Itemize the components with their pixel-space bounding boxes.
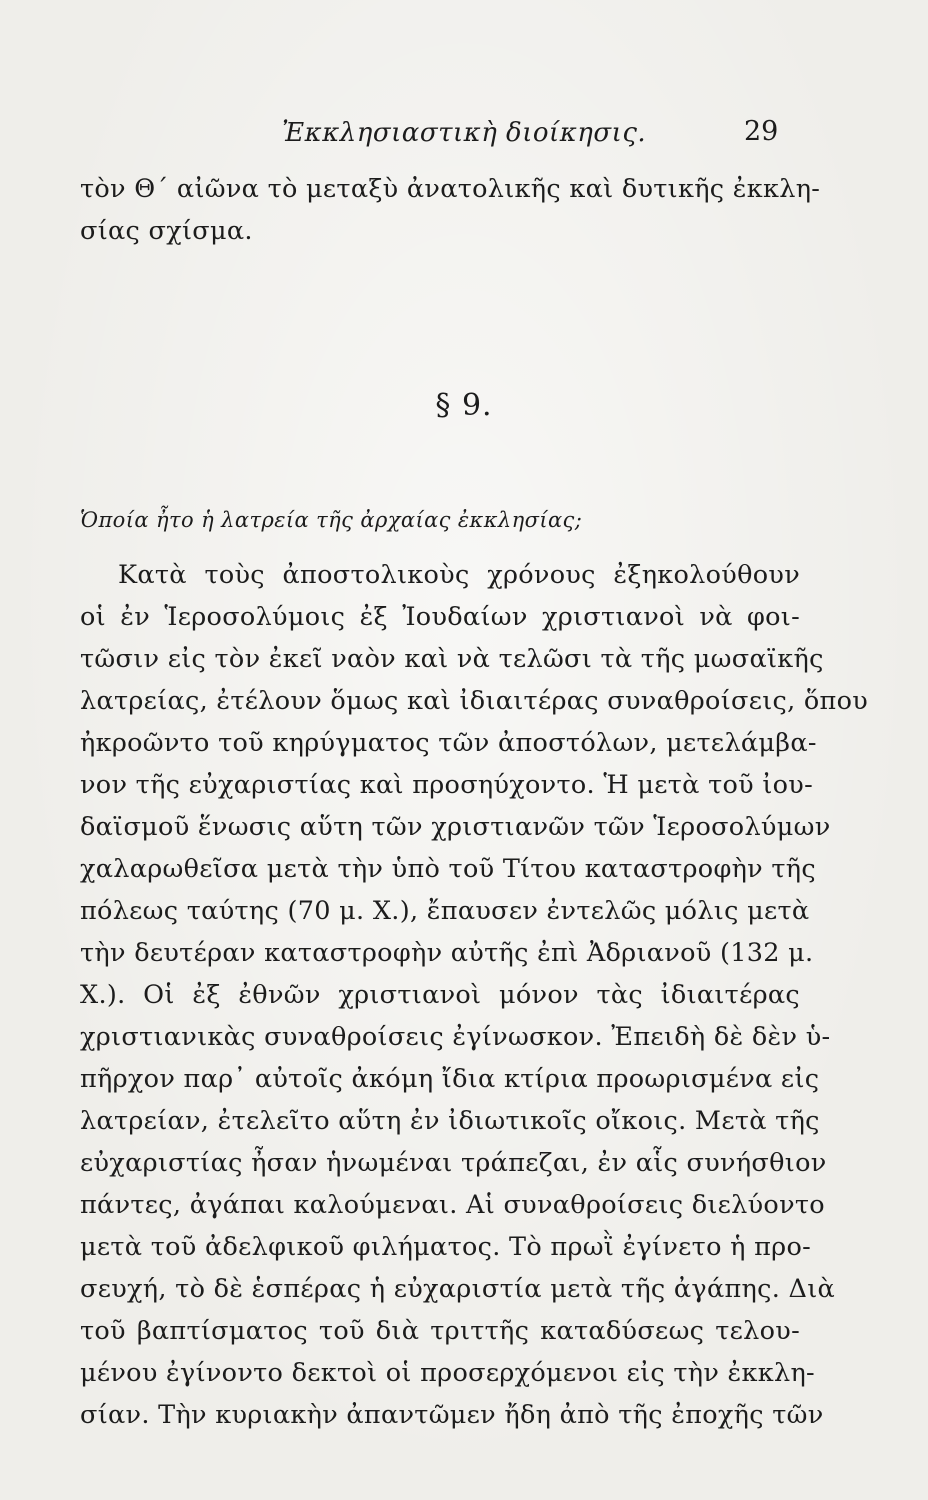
text-line: Χ.). Οἱ ἐξ ἐθνῶν χριστιανοὶ μόνον τὰς ἰδιαιτέρας [80, 980, 800, 1010]
text-line: τοῦ βαπτίσματος τοῦ διὰ τριττῆς καταδύσεως τελου- [80, 1316, 800, 1346]
text-line: νον τῆς εὐχαριστίας καὶ προσηύχοντο. Ἡ μετὰ τοῦ ἰου- [80, 770, 814, 800]
text-line: χριστιανικὰς συναθροίσεις ἐγίνωσκον. Ἐπειδὴ δὲ δὲν ὑ- [80, 1022, 831, 1052]
text-line: σευχή, τὸ δὲ ἑσπέρας ἡ εὐχαριστία μετὰ τῆς ἀγάπης. Διὰ [80, 1274, 836, 1304]
main-paragraph [80, 554, 869, 1436]
text-line: τὴν δευτέραν καταστροφὴν αὐτῆς ἐπὶ Ἀδριανοῦ (132 μ. [80, 938, 814, 968]
text-line: πάντες, ἀγάπαι καλούμεναι. Αἱ συναθροίσεις διελύοντο [80, 1190, 825, 1220]
text-line: τῶσιν εἰς τὸν ἐκεῖ ναὸν καὶ νὰ τελῶσι τὰ τῆς μωσαϊκῆς [80, 644, 824, 674]
text-line: Κατὰ τοὺς ἀποστολικοὺς χρόνους ἐξηκολούθουν [118, 560, 800, 590]
intro-paragraph [80, 168, 821, 252]
page-number: 29 [744, 116, 779, 147]
text-line: τὸν Θ΄ αἰῶνα τὸ μεταξὺ ἀνατολικῆς καὶ δυτικῆς ἐκκλη- [80, 174, 821, 204]
section-question: Ὁποία ἦτο ἡ λατρεία τῆς ἀρχαίας ἐκκλησίας; [80, 508, 583, 532]
text-line: μένου ἐγίνοντο δεκτοὶ οἱ προσερχόμενοι εἰς τὴν ἐκκλη- [80, 1358, 815, 1388]
running-title: Ἐκκλησιαστικὴ διοίκησις. [282, 118, 647, 148]
section-heading: § 9. [435, 388, 493, 423]
text-line: οἱ ἐν Ἱεροσολύμοις ἐξ Ἰουδαίων χριστιανοὶ νὰ φοι- [80, 602, 800, 632]
text-line: χαλαρωθεῖσα μετὰ τὴν ὑπὸ τοῦ Τίτου καταστροφὴν τῆς [80, 854, 816, 884]
text-line: λατρείας, ἐτέλουν ὅμως καὶ ἰδιαιτέρας συναθροίσεις, ὅπου [80, 686, 869, 716]
text-line: πόλεως ταύτης (70 μ. Χ.), ἔπαυσεν ἐντελῶς μόλις μετὰ [80, 896, 810, 926]
text-line: σίας σχίσμα. [80, 216, 253, 246]
text-line: εὐχαριστίας ἦσαν ἡνωμέναι τράπεζαι, ἐν αἷς συνήσθιον [80, 1148, 827, 1178]
text-line: σίαν. Τὴν κυριακὴν ἀπαντῶμεν ἤδη ἀπὸ τῆς ἐποχῆς τῶν [80, 1400, 824, 1430]
running-header [0, 118, 928, 158]
text-line: δαϊσμοῦ ἕνωσις αὕτη τῶν χριστιανῶν τῶν Ἱεροσολύμων [80, 812, 831, 842]
text-line: πῆρχον παρ᾽ αὐτοῖς ἀκόμη ἴδια κτίρια προωρισμένα εἰς [80, 1064, 820, 1094]
text-line: λατρείαν, ἐτελεῖτο αὕτη ἐν ἰδιωτικοῖς οἴκοις. Μετὰ τῆς [80, 1106, 820, 1136]
text-line: ἠκροῶντο τοῦ κηρύγματος τῶν ἀποστόλων, μετελάμβα- [80, 728, 817, 758]
text-line: μετὰ τοῦ ἀδελφικοῦ φιλήματος. Τὸ πρωῒ ἐγίνετο ἡ προ- [80, 1232, 812, 1262]
